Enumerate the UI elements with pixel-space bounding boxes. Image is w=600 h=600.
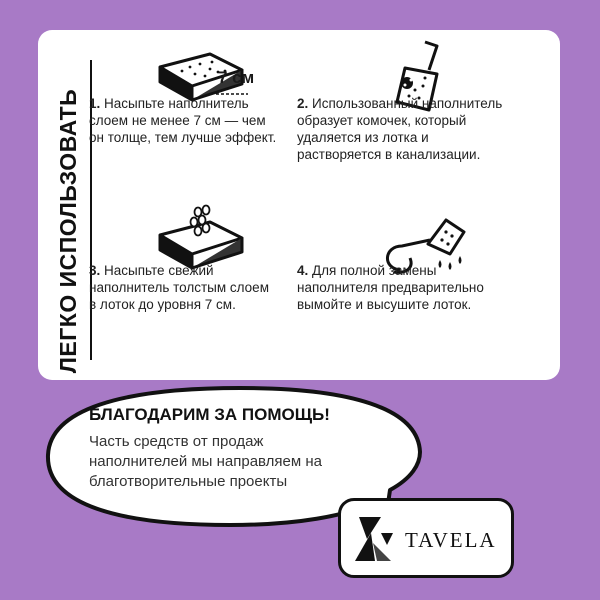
logo-mark-icon [351, 513, 397, 565]
step-3-text: Насыпьте свежий наполнитель толстым слоем в лоток до уровня 7 см. [89, 263, 269, 312]
step-1-number: 1. [89, 96, 101, 111]
measure-label: 7 см [218, 68, 255, 87]
bubble-text: Часть средств от продаж наполнителей мы направляем на благотворительные проекты [89, 433, 323, 490]
bubble-title: БЛАГОДАРИМ ЗА ПОМОЩЬ! [89, 405, 330, 424]
step-4-number: 4. [297, 263, 309, 278]
logo-text: TAVELA [405, 528, 497, 552]
step-1-text: Насыпьте наполнитель слоем не менее 7 см — чем он толще, тем лучше эффект. [89, 96, 277, 145]
step-3-number: 3. [89, 263, 101, 278]
step-2-text: Использованный наполнитель образует комочек, который удаляется из лотка и растворяется в канализации. [297, 96, 503, 162]
brand-logo [338, 498, 514, 578]
step-4-text: Для полной замены наполнителя предварительно вымойте и высушите лоток. [297, 263, 484, 312]
step-2-number: 2. [297, 96, 309, 111]
vertical-title: ЛЕГКО ИСПОЛЬЗОВАТЬ [55, 88, 81, 374]
